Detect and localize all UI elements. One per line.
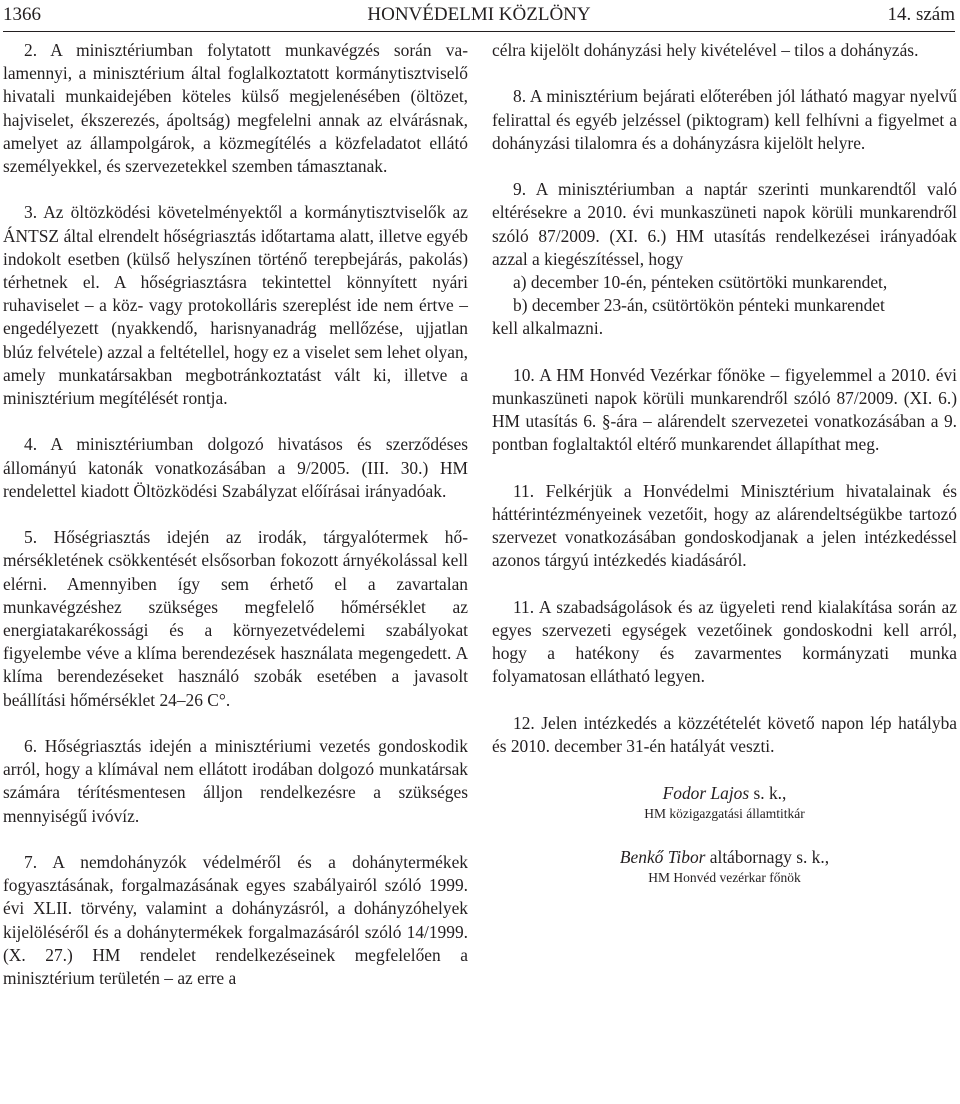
paragraph-6: 6. Hőségriasztás idején a minisztériumi vezetés gondoskodik arról, hogy a klímával nem ellátott irodában dolgozó munkatársak számára térítésmentesen álljon rendelkezésre a szükséges mennyiségű ivóvíz. — [3, 736, 468, 826]
journal-title: HONVÉDELMI KÖZLÖNY — [367, 4, 591, 25]
issue-number: 14. szám — [887, 4, 955, 25]
paragraph-5: 5. Hőségriasztás idején az irodák, tárgyalótermek hőmérsékletének csökkentését elsősorban fokozott árnyékolással kell elérni. Amennyiben így sem érhető el a zavartalan munkavégzéshez szükséges megfelelő hőmérséklet az energiatakarékossági és a környezetvédelemi szabályokat figyelembe véve a klíma berendezések használata megengedett. A klíma berendezéseket használó szobák esetében a javasolt beállítási hőmérséklet 24–26 C°. — [3, 527, 468, 710]
paragraph-3: 3. Az öltözködési követelményektől a kormánytisztviselők az ÁNTSZ által elrendelt hőségriasztás időtartama alatt, illetve egyéb indokolt esetben (külső helyszínen történő terepbejárás, pakolás) térhetnek el. A hőségriasztásra tekintettel könnyített nyári ruhaviselet – a köz- vagy protokolláris szereplést ide nem értve – engedélyezett (nyakkendő, harisnyanadrág mellőzése, ujjatlan blúz felvétele) azzal a feltétellel, hogy ez a viselet sem lehet olyan, amely munkatársakban megbotránkoztatást vált ki, illetve a minisztérium megítélését rontja. — [3, 202, 468, 409]
page-number: 1366 — [3, 4, 41, 25]
paragraph-9-item-b: b) december 23-án, csütörtökön pénteki munkarendet — [513, 295, 885, 316]
paragraph-10: 10. A HM Honvéd Vezérkar főnöke – figyelemmel a 2010. évi munkaszüneti napok körüli munkarendről szóló 87/2009. (XI. 6.) HM utasítás 6. §-ára – alárendelt szervezetei vonatkozásában a 9. pontban foglaltaktól eltérő munkarendet állapíthat meg. — [492, 364, 957, 455]
paragraph-9-end: kell alkalmazni. — [492, 318, 604, 339]
paragraph-9: 9. A minisztériumban a naptár szerinti munkarendtől való eltérésekre a 2010. évi munkaszüneti napok körüli munkarendről szóló 87/2009. (XI. 6.) HM utasítás rendelkezései irányadóak azzal a kiegészítéssel, hogy — [492, 179, 957, 269]
paragraph-11-first: 11. Felkérjük a Honvédelmi Minisztérium hivatalainak és háttérintézményeinek vezetőit, hogy az alárendeltségükbe tartozó szervezet vonatkozásában gondoskodjanak a jelen intézkedéssel azonos tárgyú intézkedés kiadásáról. — [492, 480, 957, 571]
signatory-name: Fodor Lajos — [662, 783, 750, 804]
left-column — [3, 39, 468, 990]
right-column — [492, 39, 957, 909]
paragraph-7-continued: célra kijelölt dohányzási hely kivételével – tilos a dohányzás. — [492, 40, 919, 60]
signatory-name: Benkő Tibor — [619, 847, 706, 868]
paragraph-8: 8. A minisztérium bejárati előterében jól látható magyar nyelvű felirattal és egyéb jelzéssel (piktogram) kell felhívni a figyelmet a dohányzási tilalomra és a dohányzásra kijelölt helyre. — [492, 86, 957, 153]
paragraph-2: 2. A minisztériumban folytatott munkavégzés során valamennyi, a minisztérium által foglalkoztatott kormánytisztviselő hivatali munkaidejében köteles külső megjelenésében (öltözet, hajviselet, ékszerezés, ápoltság) megfelelni annak az elvárásnak, amelyet az állampolgárok, a közmegítélés a közfeladatot ellátó személyekkel, és szervezetekkel szemben támasztanak. — [3, 40, 468, 177]
signatory-suffix: altábornagy s. k., — [705, 847, 830, 868]
signature-block — [492, 781, 957, 887]
signatory-title: HM Honvéd vezérkar főnök — [648, 870, 801, 886]
signature-1 — [492, 781, 957, 805]
paragraph-9-item-a: a) december 10-én, pénteken csütörtöki munkarendet, — [513, 272, 888, 292]
paragraph-4: 4. A minisztériumban dolgozó hivatásos és szerződéses állományú katonák vonatkozásában a 9/2005. (III. 30.) HM rendelettel kiadott Öltözködési Szabályzat előírásai irányadóak. — [3, 434, 468, 501]
paragraph-11-second: 11. A szabadságolások és az ügyeleti rend kialakítása során az egyes szervezeti egységek vezetőinek gondoskodni kell arról, hogy a hatékony és zavarmentes kormányzati munka folyamatosan ellátható legyen. — [492, 596, 957, 687]
signatory-title: HM közigazgatási államtitkár — [644, 806, 805, 822]
paragraph-12: 12. Jelen intézkedés a közzétételét követő napon lép hatályba és 2010. december 31-én hatályát veszti. — [492, 712, 957, 756]
signatory-suffix: s. k., — [749, 783, 787, 804]
header-divider — [3, 31, 955, 32]
signature-2 — [492, 845, 957, 869]
page-header — [3, 3, 955, 29]
paragraph-7: 7. A nemdohányzók védelméről és a dohánytermékek fogyasztásának, forgalmazásának egyes szabályairól szóló 1999. évi XLII. törvény, valamint a dohányzásról, a dohányzóhelyek kijelöléséről és a dohánytermékek forgalmazásáról szóló 14/1999. (X. 27.) HM rendelet rendelkezéseinek megfelelően a minisztérium területén – az erre a — [3, 852, 468, 989]
